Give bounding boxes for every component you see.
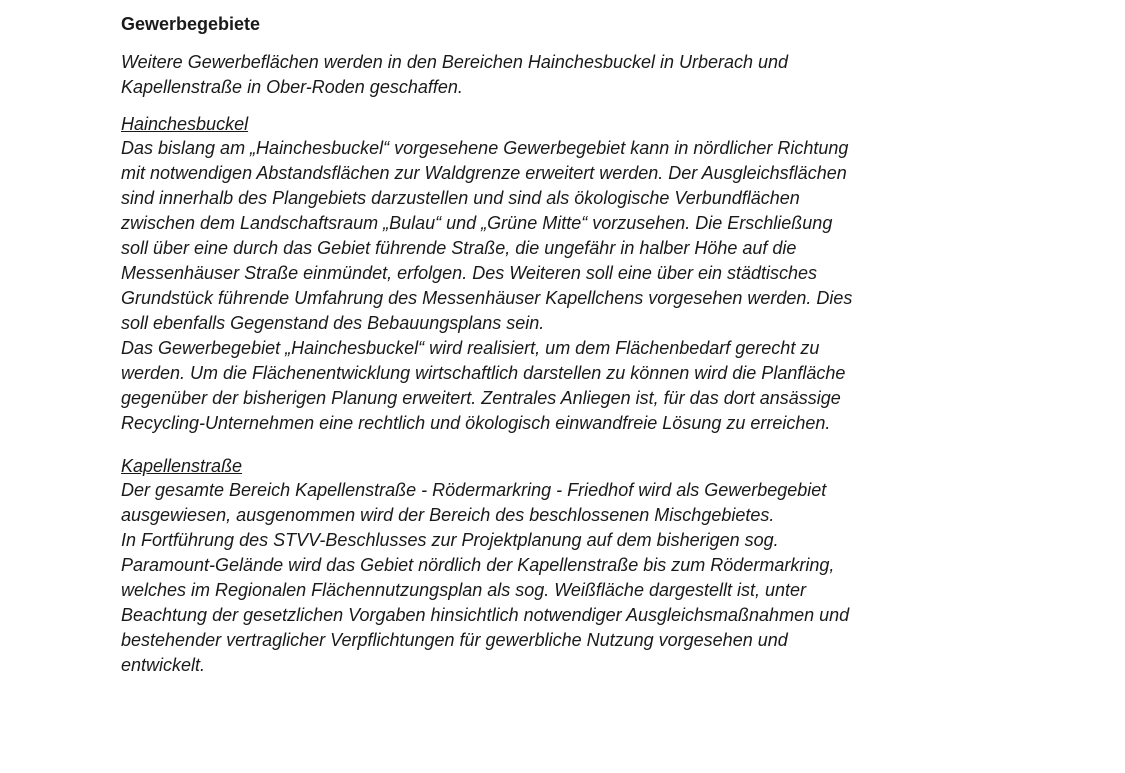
body-line: bestehender vertraglicher Verpflichtungen für gewerbliche Nutzung vorgesehen und bbox=[121, 630, 788, 650]
section-hainchesbuckel bbox=[121, 112, 1001, 436]
body-line: Recycling-Unternehmen eine rechtlich und ökologisch einwandfreie Lösung zu erreichen. bbox=[121, 413, 831, 433]
body-line: soll ebenfalls Gegenstand des Bebauungsplans sein. bbox=[121, 313, 545, 333]
document-page bbox=[121, 12, 1001, 696]
intro-line: Weitere Gewerbeflächen werden in den Bereichen Hainchesbuckel in Urberach und bbox=[121, 52, 789, 72]
section-heading: Hainchesbuckel bbox=[121, 114, 249, 134]
body-line: Messenhäuser Straße einmündet, erfolgen. Des Weiteren soll eine über ein städtisches bbox=[121, 263, 818, 283]
body-line: Der gesamte Bereich Kapellenstraße - Rödermarkring - Friedhof wird als Gewerbegebiet bbox=[121, 480, 827, 500]
section-body bbox=[121, 478, 1001, 678]
body-line: Das bislang am „Hainchesbuckel“ vorgesehene Gewerbegebiet kann in nördlicher Richtung bbox=[121, 138, 849, 158]
body-line: Paramount-Gelände wird das Gebiet nördlich der Kapellenstraße bis zum Rödermarkring, bbox=[121, 555, 835, 575]
section-kapellenstrasse bbox=[121, 454, 1001, 678]
section-body bbox=[121, 136, 1001, 436]
body-line: welches im Regionalen Flächennutzungsplan als sog. Weißfläche dargestellt ist, unter bbox=[121, 580, 807, 600]
body-line: soll über eine durch das Gebiet führende Straße, die ungefähr in halber Höhe auf die bbox=[121, 238, 797, 258]
body-line: Beachtung der gesetzlichen Vorgaben hinsichtlich notwendiger Ausgleichsmaßnahmen und bbox=[121, 605, 850, 625]
section-heading: Kapellenstraße bbox=[121, 456, 243, 476]
body-line: In Fortführung des STVV-Beschlusses zur Projektplanung auf dem bisherigen sog. bbox=[121, 530, 779, 550]
document-title: Gewerbegebiete bbox=[121, 14, 261, 34]
body-line: Grundstück führende Umfahrung des Messenhäuser Kapellchens vorgesehen werden. Dies bbox=[121, 288, 853, 308]
body-line: mit notwendigen Abstandsflächen zur Waldgrenze erweitert werden. Der Ausgleichsflächen bbox=[121, 163, 847, 183]
body-line: sind innerhalb des Plangebiets darzustellen und sind als ökologische Verbundflächen bbox=[121, 188, 800, 208]
intro-paragraph bbox=[121, 50, 1001, 100]
body-line: ausgewiesen, ausgenommen wird der Bereich des beschlossenen Mischgebietes. bbox=[121, 505, 775, 525]
body-line: gegenüber der bisherigen Planung erweitert. Zentrales Anliegen ist, für das dort ansässige bbox=[121, 388, 841, 408]
body-line: werden. Um die Flächenentwicklung wirtschaftlich darstellen zu können wird die Planfläche bbox=[121, 363, 846, 383]
intro-line: Kapellenstraße in Ober-Roden geschaffen. bbox=[121, 77, 463, 97]
body-line: zwischen dem Landschaftsraum „Bulau“ und „Grüne Mitte“ vorzusehen. Die Erschließung bbox=[121, 213, 833, 233]
body-line: Das Gewerbegebiet „Hainchesbuckel“ wird realisiert, um dem Flächenbedarf gerecht zu bbox=[121, 338, 820, 358]
body-line: entwickelt. bbox=[121, 655, 206, 675]
